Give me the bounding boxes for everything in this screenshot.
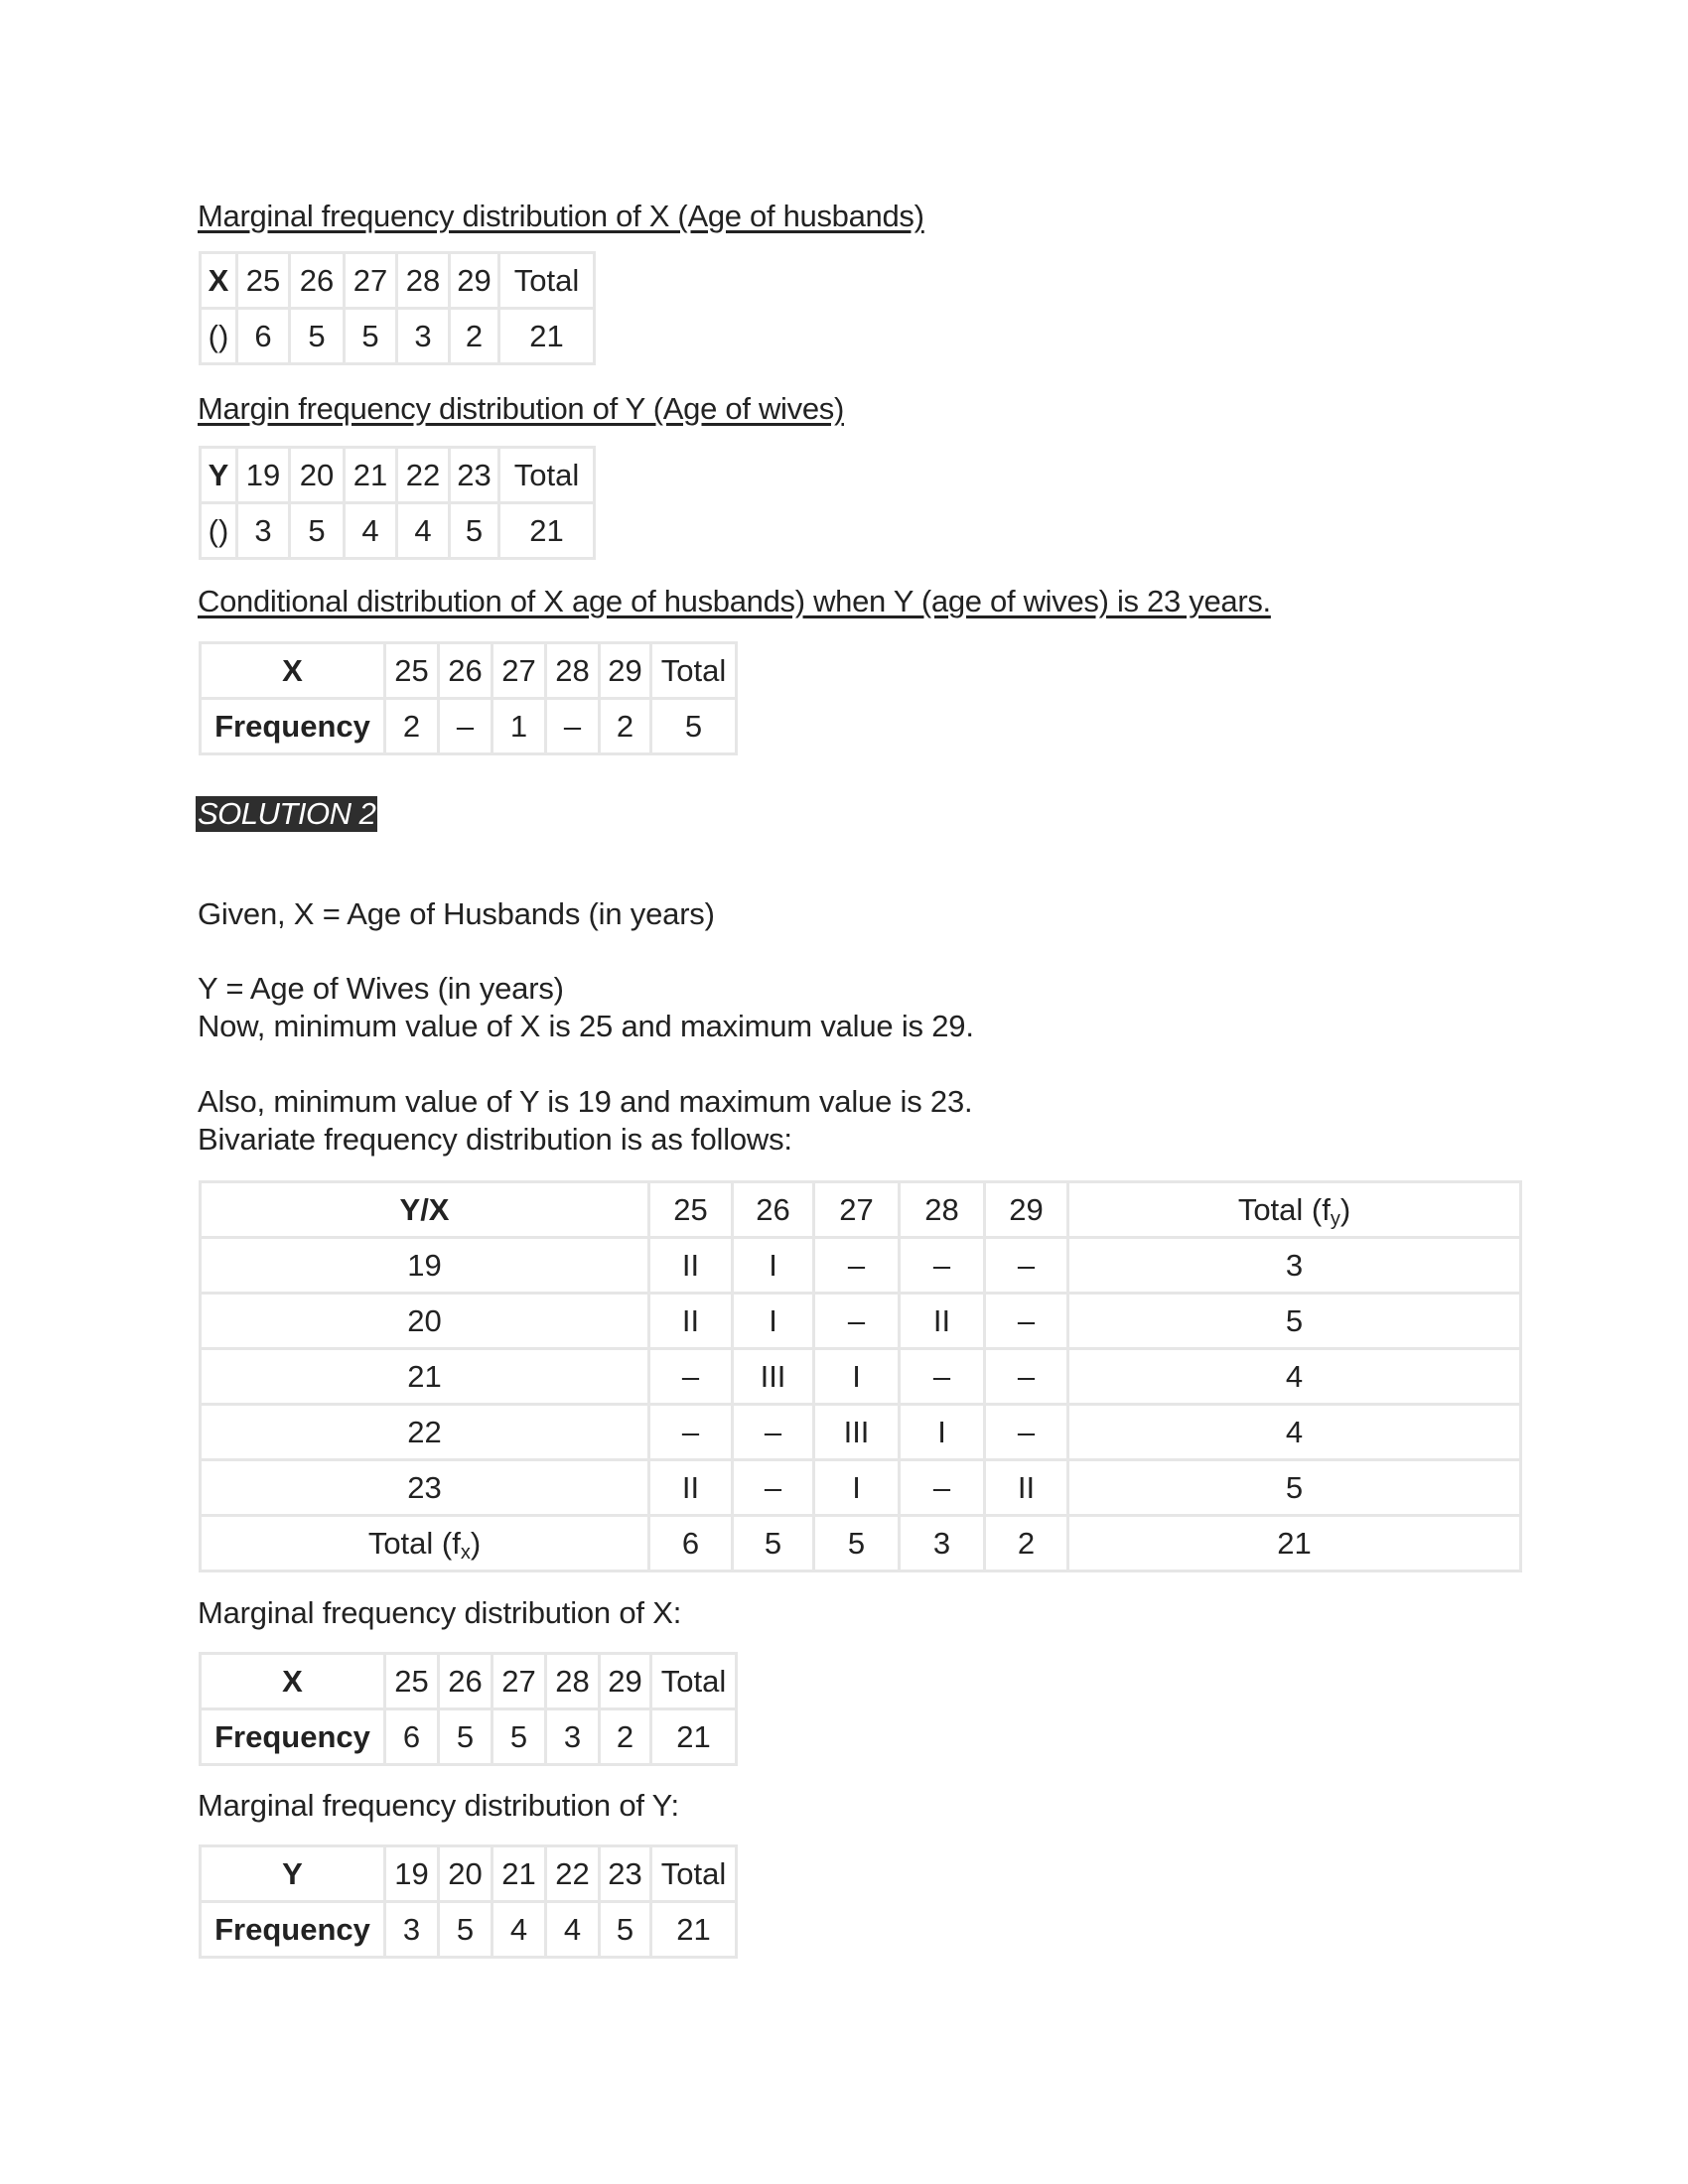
table-row [201,699,737,754]
marginal-y-wives-table [199,446,596,560]
table-cell: 6 [385,1709,439,1765]
table-cell: 21 [1068,1516,1521,1571]
table-row [201,1294,1521,1349]
table-cell: Total [651,643,737,699]
table-cell: 4 [1068,1349,1521,1405]
table-cell: 3 [397,309,450,364]
table-cell: 21 [499,309,595,364]
table-cell: Total [499,253,595,309]
table-cell: 4 [492,1902,546,1958]
table-cell: 4 [397,503,450,559]
table-row [201,1846,737,1902]
table-cell [1068,1182,1521,1238]
table-row [201,253,595,309]
table-cell: 6 [649,1516,733,1571]
table-cell: 28 [900,1182,985,1238]
total-fx-subscript: x [460,1541,471,1564]
table-cell: 23 [600,1846,651,1902]
table-cell: III [733,1349,814,1405]
table-cell: 20 [290,448,345,503]
conditional-distribution-table [199,641,738,755]
table-cell: 27 [492,643,546,699]
table-cell: – [814,1238,900,1294]
table-cell: 27 [345,253,397,309]
table-cell: 26 [439,1654,492,1709]
table-cell: 26 [439,643,492,699]
table-cell: II [985,1460,1068,1516]
table-cell: Y [201,1846,385,1902]
table-cell: – [900,1460,985,1516]
section1-heading: Marginal frequency distribution of X (Age of husbands) [198,199,924,233]
table-cell: 22 [397,448,450,503]
table-cell: () [201,309,237,364]
table-cell: 21 [345,448,397,503]
bivariate-intro-text: Bivariate frequency distribution is as follows: [198,1122,792,1157]
table-row [201,309,595,364]
table-cell: 3 [900,1516,985,1571]
table-cell: 28 [546,1654,600,1709]
table-cell: 25 [385,1654,439,1709]
table-cell: X [201,643,385,699]
table-cell: 27 [814,1182,900,1238]
table-cell: 2 [600,1709,651,1765]
table-cell: 5 [290,309,345,364]
table-row [201,1182,1521,1238]
total-fx-label: Total (f [367,1525,461,1561]
total-fy-close: ) [1339,1191,1351,1227]
total-fx-close: ) [470,1525,482,1561]
table-cell: Total [651,1654,737,1709]
marginal-x-husbands-table [199,251,596,365]
section3-heading: Conditional distribution of X age of husbands) when Y (age of wives) is 23 years. [198,584,1271,618]
table-cell: 5 [439,1902,492,1958]
marginal-y-intro-text: Marginal frequency distribution of Y: [198,1788,679,1823]
table-cell: 25 [385,643,439,699]
table-cell: – [985,1238,1068,1294]
table-cell: – [649,1405,733,1460]
table-cell: 22 [546,1846,600,1902]
marginal-x-intro-text: Marginal frequency distribution of X: [198,1595,682,1630]
table-cell: Y/X [201,1182,649,1238]
table-cell: 20 [201,1294,649,1349]
table-cell: 3 [237,503,290,559]
table-row [201,503,595,559]
table-cell: 25 [237,253,290,309]
table-cell: III [814,1405,900,1460]
table-cell: Frequency [201,1902,385,1958]
table-cell: 19 [385,1846,439,1902]
table-cell: 5 [814,1516,900,1571]
table-cell: 5 [1068,1294,1521,1349]
table-row [201,1405,1521,1460]
table-cell: 6 [237,309,290,364]
table-cell: 1 [492,699,546,754]
table-cell: 5 [733,1516,814,1571]
total-fy-subscript: y [1330,1207,1340,1230]
table-cell: – [814,1294,900,1349]
table-cell: 21 [201,1349,649,1405]
table-cell: 28 [397,253,450,309]
table-cell: 29 [600,1654,651,1709]
table-cell: 2 [985,1516,1068,1571]
table-row [201,448,595,503]
table-cell: – [733,1405,814,1460]
table-cell: 5 [1068,1460,1521,1516]
bivariate-frequency-table [199,1180,1522,1572]
table-cell: I [900,1405,985,1460]
total-fy-label: Total (f [1237,1191,1331,1227]
table-row [201,1709,737,1765]
table-cell: I [814,1349,900,1405]
table-cell: Frequency [201,1709,385,1765]
table-cell: X [201,1654,385,1709]
table-cell: 23 [201,1460,649,1516]
table-cell: 25 [649,1182,733,1238]
table-cell: Frequency [201,699,385,754]
table-cell: 4 [1068,1405,1521,1460]
table-cell: – [649,1349,733,1405]
table-cell: 5 [450,503,499,559]
table-cell: 5 [345,309,397,364]
table-cell: 29 [600,643,651,699]
table-cell: 26 [290,253,345,309]
table-cell: – [985,1349,1068,1405]
section2-heading: Margin frequency distribution of Y (Age of wives) [198,391,844,426]
table-cell: – [900,1349,985,1405]
table-cell: 3 [1068,1238,1521,1294]
table-cell: 4 [546,1902,600,1958]
table-cell: 2 [450,309,499,364]
table-cell: 5 [651,699,737,754]
table-cell [201,1516,649,1571]
table-cell: 29 [450,253,499,309]
table-cell: 21 [651,1902,737,1958]
table-row [201,1902,737,1958]
table-cell: I [814,1460,900,1516]
table-cell: – [900,1238,985,1294]
table-cell: – [546,699,600,754]
table-cell: 4 [345,503,397,559]
table-cell: () [201,503,237,559]
table-cell: I [733,1294,814,1349]
table-cell: 3 [385,1902,439,1958]
table-row [201,1460,1521,1516]
table-cell: II [649,1460,733,1516]
table-cell: 23 [450,448,499,503]
table-cell: – [985,1294,1068,1349]
table-cell: 5 [290,503,345,559]
table-cell: 5 [492,1709,546,1765]
table-cell: 29 [985,1182,1068,1238]
given-text: Given, X = Age of Husbands (in years) [198,896,715,931]
table-cell: – [985,1405,1068,1460]
table-row [201,1238,1521,1294]
table-cell: 5 [439,1709,492,1765]
table-cell: – [733,1460,814,1516]
table-cell: II [649,1238,733,1294]
table-row [201,1654,737,1709]
table-cell: – [439,699,492,754]
x-range-text: Now, minimum value of X is 25 and maximum value is 29. [198,1009,974,1043]
table-cell: 20 [439,1846,492,1902]
table-cell: 19 [201,1238,649,1294]
table-cell: II [900,1294,985,1349]
table-cell: 28 [546,643,600,699]
table-cell: 5 [600,1902,651,1958]
table-cell: 2 [600,699,651,754]
table-cell: 21 [492,1846,546,1902]
table-row [201,1516,1521,1571]
table-cell: 19 [237,448,290,503]
table-cell: 26 [733,1182,814,1238]
marginal-x-table [199,1652,738,1766]
table-cell: 2 [385,699,439,754]
table-cell: 22 [201,1405,649,1460]
table-cell: 3 [546,1709,600,1765]
y-range-text: Also, minimum value of Y is 19 and maximum value is 23. [198,1084,973,1119]
solution-label: SOLUTION 2 [198,796,376,831]
table-cell: Y [201,448,237,503]
y-definition-text: Y = Age of Wives (in years) [198,971,564,1006]
table-cell: Total [499,448,595,503]
table-row [201,1349,1521,1405]
table-cell: X [201,253,237,309]
table-cell: I [733,1238,814,1294]
table-cell: 21 [651,1709,737,1765]
table-cell: II [649,1294,733,1349]
table-row [201,643,737,699]
table-cell: 27 [492,1654,546,1709]
table-cell: Total [651,1846,737,1902]
marginal-y-table [199,1844,738,1959]
table-cell: 21 [499,503,595,559]
